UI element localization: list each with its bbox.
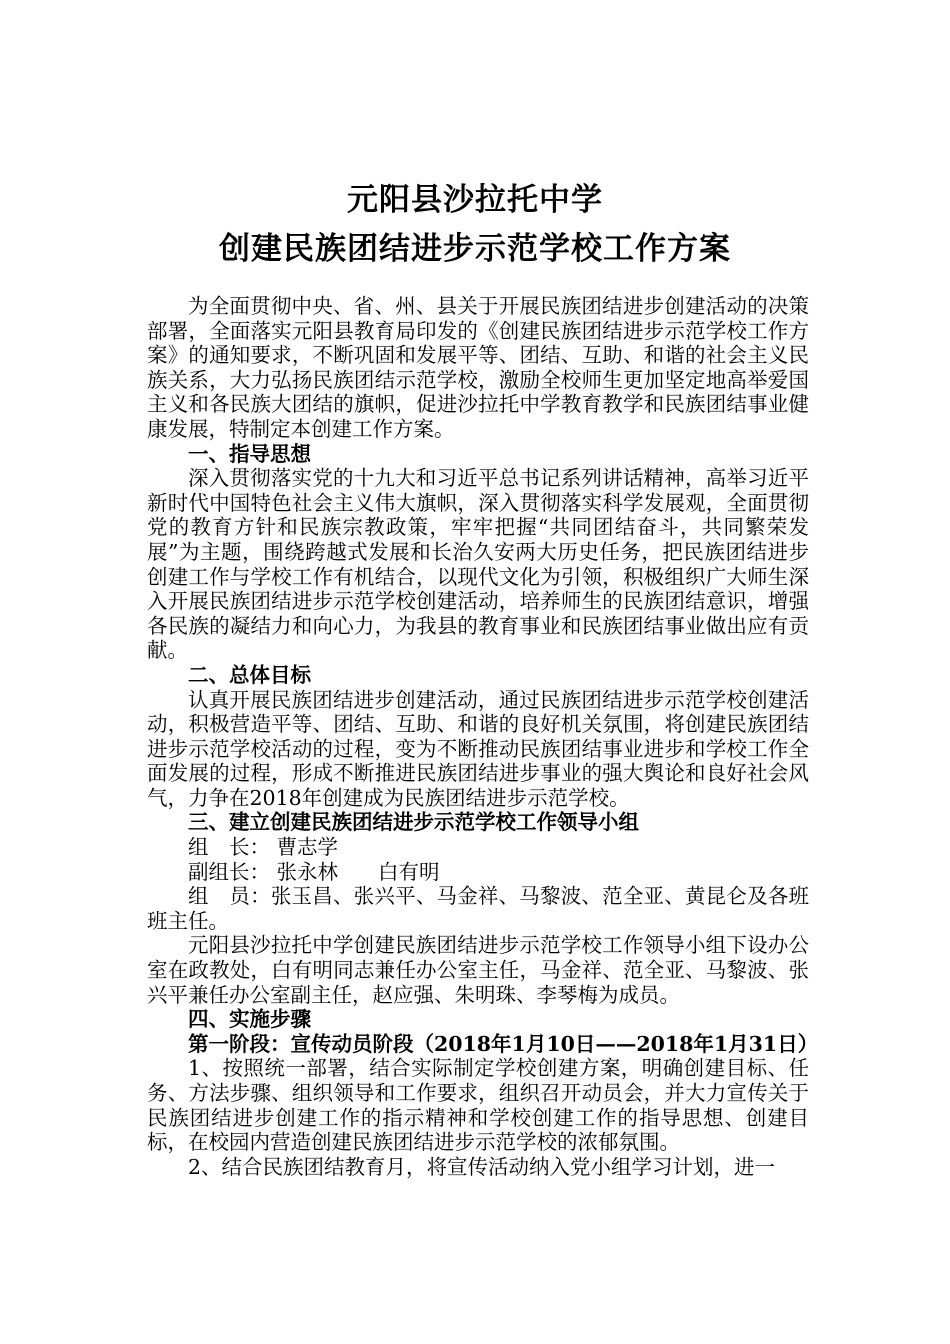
section-2-heading: 二、总体目标 <box>188 662 311 687</box>
intro-paragraph: 为全面贯彻中央、省、州、县关于开展民族团结进步创建活动的决策部署，全面落实元阳县教育局印发的《创建民族团结进步示范学校工作方案》的通知要求，不断巩固和发展平等、团结、互助、和谐的社会主义民族关系，大力弘扬民族团结示范学校，激励全校师生更加坚定地高举爱国主义和各民族大团结的旗帜，促进沙拉托中学教育教学和民族团结事业健康发展，特制定本创建工作方案。 <box>147 294 809 441</box>
deputy-name-1: 张永林 <box>276 859 339 884</box>
members-line <box>147 884 809 933</box>
phase-1-heading: 第一阶段：宣传动员阶段（2018年1月10日——2018年1月31日） <box>188 1031 819 1056</box>
deputy-label: 副组长： <box>188 859 270 884</box>
document-title-line1: 元阳县沙拉托中学 <box>347 182 603 218</box>
document-title-line2: 创建民族团结进步示范学校工作方案 <box>219 231 731 267</box>
section-3-heading: 三、建立创建民族团结进步示范学校工作领导小组 <box>188 810 639 835</box>
section-1-heading: 一、指导思想 <box>188 441 311 466</box>
section-4-heading: 四、实施步骤 <box>188 1007 311 1032</box>
document-body <box>147 294 819 1179</box>
deputy-name-2: 白有明 <box>378 859 440 884</box>
section-2-paragraph: 认真开展民族团结进步创建活动，通过民族团结进步示范学校创建活动，积极营造平等、团结、互助、和谐的良好机关氛围，将创建民族团结进步示范学校活动的过程，变为不断推动民族团结事业进步和学校工作全面发展的过程，形成不断推进民族团结进步事业的强大舆论和良好社会风气，力争在2018年创建成为民族团结进步示范学校。 <box>147 687 809 810</box>
step-item-2: 2、结合民族团结教育月，将宣传活动纳入党小组学习计划，进一 <box>188 1154 776 1179</box>
members-label: 组 员： <box>188 884 271 909</box>
leader-name: 曹志学 <box>276 835 339 860</box>
leader-label: 组 长： <box>188 835 270 860</box>
members-list: 张玉昌、张兴平、马金祥、马黎波、范全亚、黄昆仑及各班班主任。 <box>147 884 809 933</box>
step-item-1: 1、按照统一部署，结合实际制定学校创建方案，明确创建目标、任务、方法步骤、组织领导和工作要求，组织召开动员会，并大力宣传关于民族团结进步创建工作的指示精神和学校创建工作的指导思想、创建目标，在校园内营造创建民族团结进步示范学校的浓郁氛围。 <box>147 1056 809 1155</box>
leader-line <box>147 835 809 860</box>
deputy-line <box>147 860 809 885</box>
section-1-paragraph: 深入贯彻落实党的十九大和习近平总书记系列讲话精神，高举习近平新时代中国特色社会主义伟大旗帜，深入贯彻落实科学发展观，全面贯彻党的教育方针和民族宗教政策，牢牢把握“共同团结奋斗，共同繁荣发展”为主题，围绕跨越式发展和长治久安两大历史任务，把民族团结进步创建工作与学校工作有机结合，以现代文化为引领，积极组织广大师生深入开展民族团结进步示范学校创建活动，培养师生的民族团结意识，增强各民族的凝结力和向心力，为我县的教育事业和民族团结事业做出应有贡献。 <box>147 466 809 663</box>
office-paragraph: 元阳县沙拉托中学创建民族团结进步示范学校工作领导小组下设办公室在政教处，白有明同志兼任办公室主任，马金祥、范全亚、马黎波、张兴平兼任办公室副主任，赵应强、朱明珠、李琴梅为成员。 <box>147 933 809 1007</box>
